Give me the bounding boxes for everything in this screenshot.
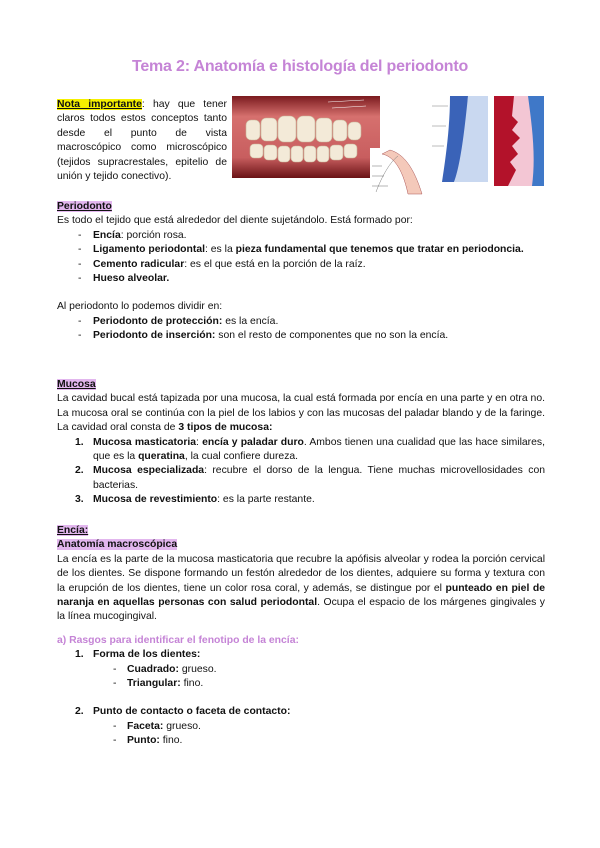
- periodonto-list: [57, 229, 545, 287]
- list-item: - Encía: porción rosa.: [57, 229, 545, 243]
- mucosa-heading: Mucosa: [57, 379, 96, 390]
- rasgos-sublist-1: [57, 663, 545, 692]
- list-item: - Ligamento periodontal: es la pieza fundamental que tenemos que tratar en periodoncia.: [57, 243, 545, 257]
- histology-image-1: [430, 96, 488, 182]
- periodonto-intro: Es todo el tejido que está alrededor del diente sujetándolo. Está formado por:: [57, 215, 413, 227]
- encia-subheading: Anatomía macroscópica: [57, 539, 178, 551]
- page-title: Tema 2: Anatomía e histología del periodonto: [131, 58, 469, 75]
- figure-collage: [232, 96, 544, 196]
- list-item: 1. Forma de los dientes:: [75, 649, 201, 661]
- rasgos-heading: a) Rasgos para identificar el fenotipo de la encía:: [57, 634, 299, 646]
- mucosa-section: [57, 378, 545, 508]
- list-item: - Cemento radicular: es el que está en la porción de la raíz.: [57, 258, 545, 272]
- mouth-photo: [232, 96, 380, 178]
- list-item: 1. Mucosa masticatoria: encía y paladar duro. Ambos tienen una cualidad que las hace similares, que es la queratina, la cual confiere dureza.: [75, 436, 545, 463]
- rasgos-sublist-2: [57, 720, 545, 749]
- rasgos-list: [57, 648, 545, 662]
- encia-heading: Encía:: [57, 525, 89, 536]
- list-item: - Faceta: grueso.: [57, 720, 545, 734]
- list-item: - Punto: fino.: [57, 734, 545, 748]
- periodonto-divide-list: [57, 315, 545, 344]
- list-item: - Cuadrado: grueso.: [57, 663, 545, 677]
- histology-image-2: [494, 96, 544, 186]
- periodonto-section: [57, 200, 545, 344]
- list-item: - Periodonto de protección: es la encía.: [57, 315, 545, 329]
- periodonto-divide-intro: Al periodonto lo podemos dividir en:: [57, 301, 223, 313]
- encia-text: La encía es la parte de la mucosa masticatoria que recubre la apófisis alveolar y rodea la porción cervical de los dientes. Se dispone formando un festón alrededor de los dientes, adquiere su forma y textura con la erupción de los dientes, tiene un color rosa coral, y además, se distingue por el punteado en piel de naranja en aquellas personas con salud periodontal. Ocupa el espacio de los márgenes gingivales y la línea mucogingival.: [57, 553, 545, 623]
- note-text: : hay que tener claros todos estos conceptos tanto desde el punto de vista macroscópico como microscópico (tejidos supracrestales, epitelio de unión y tejido conectivo).: [57, 99, 227, 183]
- note-label: Nota importante: [57, 99, 142, 110]
- list-item: - Periodonto de inserción: son el resto de componentes que no son la encía.: [57, 329, 545, 343]
- important-note: [57, 98, 227, 184]
- list-item: - Triangular: fino.: [57, 677, 545, 691]
- periodonto-heading: Periodonto: [57, 201, 112, 212]
- anatomy-figures: [232, 96, 544, 196]
- list-item: 3. Mucosa de revestimiento: es la parte restante.: [75, 494, 315, 506]
- mucosa-text: La cavidad bucal está tapizada por una mucosa, la cual está formada por encía en una parte y en otra no. La mucosa oral se continúa con la piel de los labios y con las mucosas del paladar blando y de la faringe. La cavidad oral consta de 3 tipos de mucosa:: [57, 393, 545, 434]
- mucosa-list: [57, 436, 545, 508]
- list-item: 2. Punto de contacto o faceta de contacto:: [75, 706, 291, 718]
- encia-section: [57, 524, 545, 749]
- list-item: - Hueso alveolar.: [57, 272, 545, 286]
- tooth-section-diagram: [370, 148, 428, 194]
- rasgos-list-2: [57, 705, 545, 719]
- list-item: 2. Mucosa especializada: recubre el dorso de la lengua. Tiene muchas microvellosidades con bacterias.: [75, 465, 545, 491]
